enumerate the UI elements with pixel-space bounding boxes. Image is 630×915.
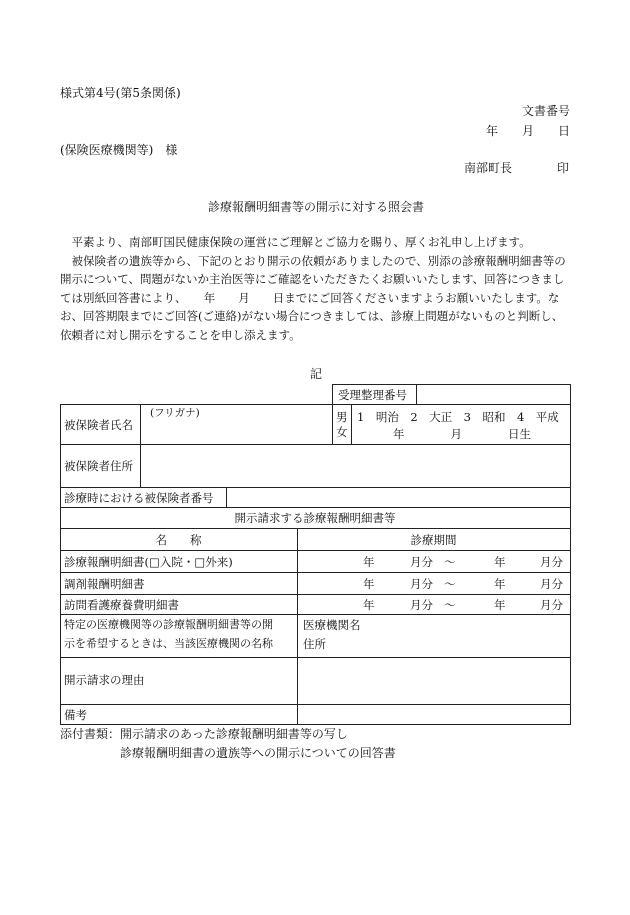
remarks-label: 備考 bbox=[64, 708, 87, 722]
row-3-to-year: 年 bbox=[494, 598, 506, 612]
sender: 南部町長 bbox=[464, 161, 513, 175]
body-paragraph-2: 被保険者の遺族等から、下記のとおり開示の依頼がありましたので、別添の診療報酬明細書等の開示について、問題がないか主治医等にご確認をいただきたくお願いいたします、回答につきましては別紙回答書により、 年 月 日までにご回答くださいますようお願いいたします。なお、回答期限までにご回答(ご連絡)がない場合につきましては、診療上問題がないものと判断し、依頼者に対し開示をすることを申し添えます。 bbox=[60, 253, 566, 342]
row-3-from-year: 年 bbox=[363, 598, 375, 612]
row-dispensing-claim-name: 調剤報酬明細書 bbox=[64, 577, 145, 591]
remarks-field[interactable] bbox=[300, 706, 568, 722]
specific-institution-line-2: 示を希望するときは、当該医療機関の名称 bbox=[64, 637, 273, 650]
issue-date: 年 月 日 bbox=[485, 124, 570, 138]
insured-number-label: 診療時における被保険者番号 bbox=[64, 491, 214, 505]
col-name-header: 名 称 bbox=[155, 533, 202, 547]
institution-address-label: 住所 bbox=[303, 637, 326, 651]
ki-mark: 記 bbox=[310, 367, 323, 381]
attachments-line-2: 診療報酬明細書の遺族等への開示についての回答書 bbox=[120, 746, 396, 760]
row-1-to-year: 年 bbox=[494, 555, 506, 569]
section-title: 開示請求する診療報酬明細書等 bbox=[234, 511, 396, 525]
insured-address-field[interactable] bbox=[142, 447, 568, 485]
row-1-tilde: ～ bbox=[444, 555, 456, 569]
receipt-number-field[interactable] bbox=[420, 387, 566, 402]
row-3-from-month: 月分 bbox=[410, 598, 433, 612]
seal-mark: 印 bbox=[557, 161, 570, 175]
document-title: 診療報酬明細書等の開示に対する照会書 bbox=[207, 200, 424, 214]
row-2-to-year: 年 bbox=[494, 577, 506, 591]
row-1-to-month: 月分 bbox=[540, 555, 563, 569]
reason-label: 開示請求の理由 bbox=[64, 673, 145, 687]
sex-male[interactable]: 男 bbox=[336, 410, 348, 424]
addressee: (保険医療機関等) 様 bbox=[60, 143, 178, 157]
row-3-to-month: 月分 bbox=[540, 598, 563, 612]
col-period-header: 診療期間 bbox=[410, 533, 457, 547]
birth-era-options[interactable]: 1 明治 2 大正 3 昭和 4 平成 bbox=[357, 410, 559, 424]
row-1-from-year: 年 bbox=[363, 555, 375, 569]
row-2-from-month: 月分 bbox=[410, 577, 433, 591]
body-paragraph-1: 平素より、南部町国民健康保険の運営にご理解とご協力を賜り、厚くお礼申し上げます。 bbox=[71, 235, 531, 249]
institution-name-label: 医療機関名 bbox=[303, 618, 361, 632]
insured-name-field[interactable] bbox=[142, 420, 330, 442]
furigana-label: (フリガナ) bbox=[150, 407, 200, 419]
row-medical-claim-name: 診療報酬明細書(□入院・□外来) bbox=[64, 555, 233, 569]
body-text bbox=[60, 233, 572, 345]
doc-number: 文書番号 bbox=[521, 104, 570, 118]
form-number: 様式第4号(第5条関係) bbox=[60, 86, 181, 100]
row-home-nursing-name: 訪問看護療養費明細書 bbox=[64, 598, 179, 612]
row-3-tilde: ～ bbox=[444, 598, 456, 612]
row-2-to-month: 月分 bbox=[540, 577, 563, 591]
row-1-from-month: 月分 bbox=[410, 555, 433, 569]
receipt-number-label: 受理整理番号 bbox=[338, 388, 407, 402]
attachments-line-1: 添付書類：開示請求のあった診療報酬明細書等の写し bbox=[60, 727, 348, 741]
insured-name-label: 被保険者氏名 bbox=[64, 418, 133, 432]
insured-number-field[interactable] bbox=[228, 489, 568, 505]
sex-female[interactable]: 女 bbox=[336, 425, 348, 439]
insured-address-label: 被保険者住所 bbox=[64, 459, 133, 473]
row-2-tilde: ～ bbox=[444, 577, 456, 591]
reason-field[interactable] bbox=[300, 660, 568, 702]
specific-institution-line-1: 特定の医療機関等の診療報酬明細書等の開 bbox=[64, 618, 273, 631]
birth-date: 年 月 日生 bbox=[393, 427, 531, 441]
row-2-from-year: 年 bbox=[363, 577, 375, 591]
